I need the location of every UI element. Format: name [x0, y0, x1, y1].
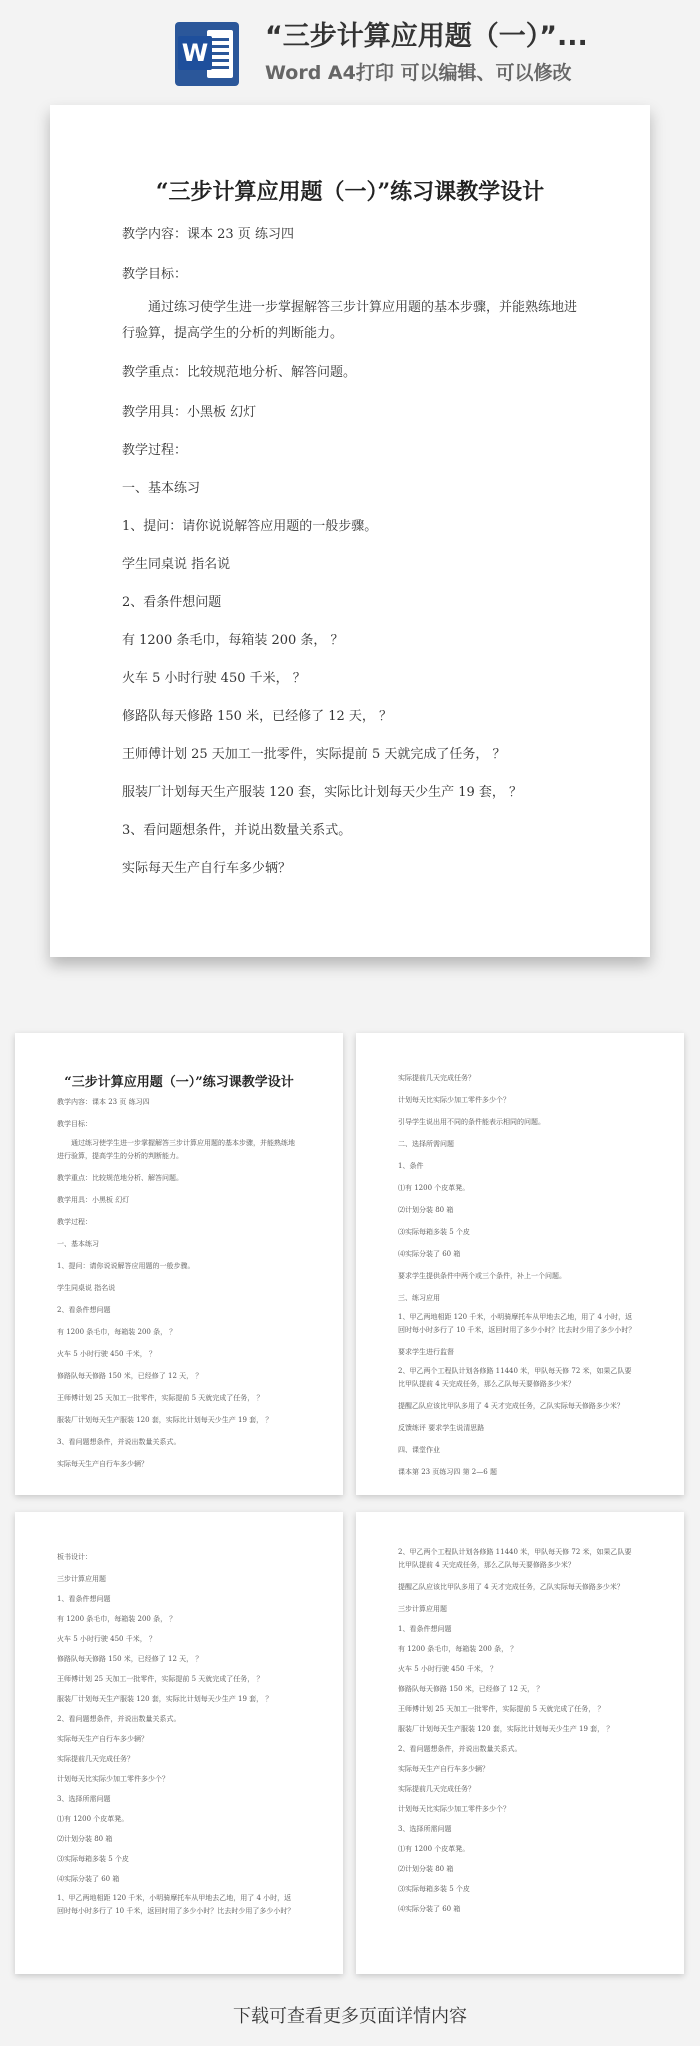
thumb-line: 实际每天生产自行车多少辆？	[57, 1460, 148, 1468]
thumb-line: 1、条件	[398, 1162, 424, 1170]
thumb-line: ⑶实际每箱多装 5 个皮	[57, 1855, 129, 1863]
page-title: “三步计算应用题（一）”练习课教学设计	[155, 179, 545, 205]
thumb-line: 教学内容：课本 23 页 练习四	[57, 1098, 150, 1106]
teaching-tools: 教学用具：小黑板 幻灯	[122, 405, 257, 420]
thumb-line: 1、看条件想问题	[57, 1595, 111, 1603]
thumb-line: ⑴有 1200 个皮革凳。	[398, 1184, 470, 1192]
thumb-line: 2、甲乙两个工程队计划各修路 11440 米，甲队每天修 72 米，如果乙队要比甲队提前 4 天完成任务，那么乙队每天要修路多少米？	[398, 1367, 632, 1388]
thumb-line: ⑶实际每箱多装 5 个皮	[398, 1885, 470, 1893]
download-more-link[interactable]: 下载可查看更多页面详情内容	[233, 2006, 467, 2027]
thumb-line: 实际提前几天完成任务？	[57, 1755, 134, 1763]
thumb-line: 学生同桌说 指名说	[57, 1284, 116, 1292]
thumbnail-page-2[interactable]	[356, 1033, 684, 1495]
question-3: 3、看问题想条件，并说出数量关系式。	[122, 823, 352, 838]
thumb-line: 王师傅计划 25 天加工一批零件，实际提前 5 天就完成了任务， ？	[57, 1394, 264, 1402]
answer-method: 学生同桌说 指名说	[122, 557, 231, 572]
problem-parts: 王师傅计划 25 天加工一批零件，实际提前 5 天就完成了任务， ？	[122, 747, 506, 762]
thumb-line: 服装厂计划每天生产服装 120 套，实际比计划每天少生产 19 套， ？	[57, 1695, 273, 1703]
thumb-line: 三、练习应用	[398, 1294, 440, 1302]
thumb-line: ⑷实际分装了 60 箱	[398, 1905, 461, 1913]
thumbnail-page-4[interactable]	[356, 1512, 684, 1974]
teaching-goal-label: 教学目标：	[122, 267, 188, 282]
thumb-line: 提醒乙队应该比甲队多用了 4 天才完成任务，乙队实际每天修路多少米？	[398, 1402, 624, 1410]
teaching-process-label: 教学过程：	[122, 443, 188, 458]
thumb-line: 教学重点：比较规范地分析、解答问题。	[57, 1174, 183, 1182]
question-2: 2、看条件想问题	[122, 595, 222, 610]
thumb-line: 通过练习使学生进一步掌握解答三步计算应用题的基本步骤，并能熟练地进行验算，提高学生的分析的判断能力。	[57, 1139, 295, 1160]
teaching-goal-text: 通过练习使学生进一步掌握解答三步计算应用题的基本步骤，并能熟练地进行验算，提高学生的分析的判断能力。	[122, 300, 578, 341]
document-subtitle: Word A4打印 可以编辑、可以修改	[265, 62, 572, 84]
thumb-line: 王师傅计划 25 天加工一批零件，实际提前 5 天就完成了任务， ？	[57, 1675, 264, 1683]
thumb-line: 有 1200 条毛巾，每箱装 200 条， ？	[398, 1645, 518, 1653]
thumb-line: 1、甲乙两地相距 120 千米，小明骑摩托车从甲地去乙地，用了 4 小时，返回时每小时多行了 10 千米，返回时用了多少小时？比去时少用了多少小时？	[57, 1894, 295, 1915]
thumb-line: 修路队每天修路 150 米，已经修了 12 天， ？	[57, 1372, 203, 1380]
thumb-line: 计划每天比实际少加工零件多少个？	[398, 1096, 510, 1104]
thumb-line: 2、甲乙两个工程队计划各修路 11440 米，甲队每天修 72 米，如果乙队要比甲队提前 4 天完成任务，那么乙队每天要修路多少米？	[398, 1548, 632, 1569]
thumb-line: 服装厂计划每天生产服装 120 套，实际比计划每天少生产 19 套， ？	[398, 1725, 614, 1733]
thumb-line: ⑶实际每箱多装 5 个皮	[398, 1228, 470, 1236]
teaching-focus: 教学重点：比较规范地分析、解答问题。	[122, 365, 357, 380]
problem-bicycles: 实际每天生产自行车多少辆？	[122, 861, 292, 876]
thumb-line: 反馈练评 要求学生说清思路	[398, 1424, 485, 1432]
thumb-line: 2、看问题想条件，并说出数量关系式。	[398, 1745, 522, 1753]
thumb-line: 火车 5 小时行驶 450 千米， ？	[57, 1635, 156, 1643]
thumb-line: 四、课堂作业	[398, 1446, 440, 1454]
problem-train: 火车 5 小时行驶 450 千米， ？	[122, 671, 306, 686]
word-document-icon	[175, 22, 239, 86]
thumb-line: 3、看问题想条件，并说出数量关系式。	[57, 1438, 181, 1446]
thumb-line: ⑵计划分装 80 箱	[57, 1835, 113, 1843]
thumb-line: 王师傅计划 25 天加工一批零件，实际提前 5 天就完成了任务， ？	[398, 1705, 605, 1713]
thumb-line: ⑷实际分装了 60 箱	[398, 1250, 461, 1258]
thumb-line: 服装厂计划每天生产服装 120 套，实际比计划每天少生产 19 套， ？	[57, 1416, 273, 1424]
thumbnail-page-1[interactable]	[15, 1033, 343, 1495]
thumb-line: 教学过程：	[57, 1218, 92, 1226]
thumb-line: 教学用具：小黑板 幻灯	[57, 1196, 130, 1204]
thumb-title: “三步计算应用题（一）”练习课教学设计	[64, 1075, 294, 1090]
thumb-line: ⑵计划分装 80 箱	[398, 1865, 454, 1873]
thumb-line: 二、选择所需问题	[398, 1140, 454, 1148]
thumb-line: ⑴有 1200 个皮革凳。	[398, 1845, 470, 1853]
thumb-line: 1、提问：请你说说解答应用题的一般步骤。	[57, 1262, 195, 1270]
problem-road: 修路队每天修路 150 米，已经修了 12 天， ？	[122, 709, 393, 724]
thumb-line: 板书设计：	[57, 1553, 92, 1561]
thumb-line: 实际每天生产自行车多少辆？	[398, 1765, 489, 1773]
thumb-line: 火车 5 小时行驶 450 千米， ？	[57, 1350, 156, 1358]
thumb-line: 计划每天比实际少加工零件多少个？	[398, 1805, 510, 1813]
thumb-line: 3、选择所需问题	[398, 1825, 452, 1833]
thumb-line: 实际提前几天完成任务？	[398, 1785, 475, 1793]
teaching-content: 教学内容：课本 23 页 练习四	[122, 227, 294, 242]
main-page-preview[interactable]	[50, 105, 650, 957]
thumb-line: 2、看问题想条件，并说出数量关系式。	[57, 1715, 181, 1723]
thumb-line: ⑵计划分装 80 箱	[398, 1206, 454, 1214]
thumb-line: 三步计算应用题	[57, 1575, 106, 1583]
thumb-line: 引导学生说出用不同的条件能表示相同的问题。	[398, 1118, 545, 1126]
question-1: 1、提问：请你说说解答应用题的一般步骤。	[122, 519, 378, 534]
thumb-line: 一、基本练习	[57, 1240, 99, 1248]
thumb-line: 1、看条件想问题	[398, 1625, 452, 1633]
thumb-line: 三步计算应用题	[398, 1605, 447, 1613]
thumb-line: ⑷实际分装了 60 箱	[57, 1875, 120, 1883]
problem-towels: 有 1200 条毛巾，每箱装 200 条， ？	[122, 633, 344, 648]
word-icon-letter: W	[178, 36, 212, 70]
thumb-line: 火车 5 小时行驶 450 千米， ？	[398, 1665, 497, 1673]
problem-clothes: 服装厂计划每天生产服装 120 套，实际比计划每天少生产 19 套， ？	[122, 785, 523, 800]
thumb-line: 有 1200 条毛巾，每箱装 200 条， ？	[57, 1328, 177, 1336]
thumb-line: 2、看条件想问题	[57, 1306, 111, 1314]
thumbnail-page-3[interactable]	[15, 1512, 343, 1974]
thumb-line: 计划每天比实际少加工零件多少个？	[57, 1775, 169, 1783]
thumb-line: 要求学生进行监督	[398, 1348, 454, 1356]
thumb-line: 提醒乙队应该比甲队多用了 4 天才完成任务，乙队实际每天修路多少米？	[398, 1583, 624, 1591]
thumb-line: 教学目标：	[57, 1120, 92, 1128]
section-basic-practice: 一、基本练习	[122, 481, 201, 496]
thumb-line: 修路队每天修路 150 米，已经修了 12 天， ？	[398, 1685, 544, 1693]
thumb-line: 课本第 23 页练习四 第 2—6 题	[398, 1468, 497, 1476]
thumb-line: ⑴有 1200 个皮革凳。	[57, 1815, 129, 1823]
thumb-line: 实际每天生产自行车多少辆？	[57, 1735, 148, 1743]
thumb-line: 修路队每天修路 150 米，已经修了 12 天， ？	[57, 1655, 203, 1663]
thumb-line: 有 1200 条毛巾，每箱装 200 条， ？	[57, 1615, 177, 1623]
document-title: “三步计算应用题（一）”...	[265, 21, 588, 52]
thumb-line: 3、选择所需问题	[57, 1795, 111, 1803]
thumb-line: 1、甲乙两地相距 120 千米，小明骑摩托车从甲地去乙地，用了 4 小时，返回时每小时多行了 10 千米，返回时用了多少小时？比去时少用了多少小时？	[398, 1313, 636, 1334]
thumb-line: 要求学生提供条件中两个或三个条件，补上一个问题。	[398, 1272, 566, 1280]
thumb-line: 实际提前几天完成任务？	[398, 1074, 475, 1082]
header	[0, 0, 700, 100]
